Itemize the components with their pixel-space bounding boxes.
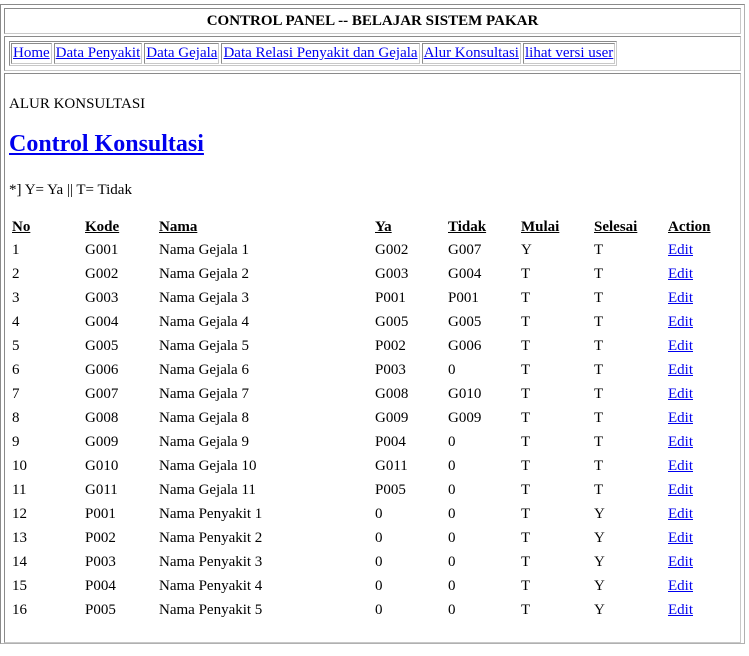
cell-no: 11 [12, 481, 27, 498]
nav-link-home[interactable]: Home [13, 45, 50, 61]
cell-action [664, 358, 728, 382]
table-row [8, 262, 728, 286]
cell-no: 2 [12, 265, 20, 282]
table-row [8, 526, 728, 550]
title-cell [4, 8, 741, 34]
cell-kode: P002 [85, 529, 116, 546]
table-row [8, 478, 728, 502]
cell-nama: Nama Penyakit 1 [159, 505, 263, 522]
cell-selesai: T [594, 481, 604, 498]
cell-action [664, 334, 728, 358]
cell-selesai: T [594, 313, 604, 330]
cell-no: 4 [12, 313, 20, 330]
cell-mulai: T [521, 457, 531, 474]
nav-link-alur-konsultasi[interactable]: Alur Konsultasi [423, 45, 519, 61]
edit-link[interactable]: Edit [668, 337, 693, 354]
cell-tidak: 0 [448, 505, 456, 522]
cell-tidak: G010 [448, 385, 482, 402]
column-header-mulai: Mulai [521, 218, 560, 235]
cell-action [664, 238, 728, 262]
cell-no: 13 [12, 529, 27, 546]
cell-nama: Nama Penyakit 2 [159, 529, 263, 546]
table-row [8, 574, 728, 598]
column-header-no: No [12, 218, 31, 235]
cell-action [664, 262, 728, 286]
cell-mulai: Y [521, 241, 532, 258]
control-konsultasi-link[interactable]: Control Konsultasi [9, 131, 204, 157]
cell-action [664, 478, 728, 502]
cell-kode: G010 [85, 457, 119, 474]
edit-link[interactable]: Edit [668, 481, 693, 498]
nav-item-versi-user [523, 43, 615, 64]
edit-link[interactable]: Edit [668, 361, 693, 378]
cell-ya: P002 [375, 337, 406, 354]
cell-ya: 0 [375, 577, 383, 594]
cell-kode: P003 [85, 553, 116, 570]
cell-nama: Nama Gejala 6 [159, 361, 249, 378]
cell-ya: G002 [375, 241, 409, 258]
nav-item-home [11, 43, 52, 64]
table-row [8, 502, 728, 526]
cell-kode: G003 [85, 289, 119, 306]
cell-nama: Nama Gejala 5 [159, 337, 249, 354]
cell-ya: G008 [375, 385, 409, 402]
cell-ya: P001 [375, 289, 406, 306]
cell-action [664, 526, 728, 550]
cell-tidak: 0 [448, 553, 456, 570]
cell-selesai: T [594, 433, 604, 450]
cell-kode: G001 [85, 241, 119, 258]
cell-no: 8 [12, 409, 20, 426]
cell-ya: G005 [375, 313, 409, 330]
konsultasi-table [8, 216, 728, 622]
cell-selesai: T [594, 457, 604, 474]
cell-tidak: P001 [448, 289, 479, 306]
cell-nama: Nama Penyakit 3 [159, 553, 263, 570]
cell-tidak: 0 [448, 361, 456, 378]
cell-kode: G006 [85, 361, 119, 378]
cell-selesai: T [594, 289, 604, 306]
edit-link[interactable]: Edit [668, 265, 693, 282]
cell-no: 3 [12, 289, 20, 306]
cell-mulai: T [521, 433, 531, 450]
cell-kode: G011 [85, 481, 118, 498]
cell-no: 5 [12, 337, 20, 354]
cell-mulai: T [521, 553, 531, 570]
cell-ya: P004 [375, 433, 406, 450]
table-row [8, 406, 728, 430]
table-body [8, 238, 728, 622]
cell-nama: Nama Gejala 10 [159, 457, 257, 474]
column-header-selesai: Selesai [594, 218, 638, 235]
cell-tidak: G006 [448, 337, 482, 354]
table-row [8, 286, 728, 310]
cell-action [664, 574, 728, 598]
page-frame [0, 4, 745, 644]
cell-no: 16 [12, 601, 27, 618]
cell-kode: P004 [85, 577, 116, 594]
edit-link[interactable]: Edit [668, 577, 693, 594]
nav-menu [9, 41, 617, 66]
cell-selesai: T [594, 241, 604, 258]
cell-ya: G009 [375, 409, 409, 426]
cell-action [664, 502, 728, 526]
cell-kode: P005 [85, 601, 116, 618]
page-title: CONTROL PANEL -- BELAJAR SISTEM PAKAR [206, 13, 539, 29]
table-row [8, 310, 728, 334]
cell-tidak: 0 [448, 457, 456, 474]
cell-selesai: T [594, 337, 604, 354]
cell-no: 1 [12, 241, 20, 258]
cell-mulai: T [521, 361, 531, 378]
cell-mulai: T [521, 577, 531, 594]
cell-kode: G009 [85, 433, 119, 450]
cell-kode: G005 [85, 337, 119, 354]
nav-link-versi-user[interactable]: lihat versi user [524, 45, 614, 61]
cell-mulai: T [521, 505, 531, 522]
section-label: ALUR KONSULTASI [9, 96, 146, 112]
edit-link[interactable]: Edit [668, 289, 693, 306]
cell-selesai: Y [594, 601, 605, 618]
cell-selesai: Y [594, 553, 605, 570]
edit-link[interactable]: Edit [668, 409, 693, 426]
cell-ya: 0 [375, 553, 383, 570]
edit-link[interactable]: Edit [668, 385, 693, 402]
column-header-ya: Ya [375, 218, 392, 235]
table-row [8, 334, 728, 358]
cell-selesai: T [594, 409, 604, 426]
nav-cell [4, 36, 741, 71]
edit-link[interactable]: Edit [668, 505, 693, 522]
cell-nama: Nama Gejala 4 [159, 313, 249, 330]
cell-tidak: 0 [448, 601, 456, 618]
cell-selesai: T [594, 265, 604, 282]
cell-kode: G002 [85, 265, 119, 282]
cell-action [664, 406, 728, 430]
cell-tidak: G009 [448, 409, 482, 426]
nav-item-alur-konsultasi [422, 43, 521, 64]
cell-mulai: T [521, 385, 531, 402]
cell-ya: 0 [375, 505, 383, 522]
cell-ya: P005 [375, 481, 406, 498]
nav-link-data-penyakit[interactable]: Data Penyakit [55, 45, 141, 61]
cell-ya: 0 [375, 529, 383, 546]
table-row [8, 358, 728, 382]
cell-mulai: T [521, 529, 531, 546]
cell-kode: P001 [85, 505, 116, 522]
table-row [8, 550, 728, 574]
cell-tidak: 0 [448, 529, 456, 546]
cell-nama: Nama Penyakit 4 [159, 577, 263, 594]
cell-ya: P003 [375, 361, 406, 378]
cell-nama: Nama Gejala 2 [159, 265, 249, 282]
edit-link[interactable]: Edit [668, 313, 693, 330]
edit-link[interactable]: Edit [668, 553, 693, 570]
cell-nama: Nama Gejala 8 [159, 409, 249, 426]
cell-nama: Nama Gejala 3 [159, 289, 249, 306]
table-row [8, 382, 728, 406]
cell-action [664, 430, 728, 454]
cell-selesai: Y [594, 505, 605, 522]
cell-no: 12 [12, 505, 27, 522]
cell-ya: G003 [375, 265, 409, 282]
cell-no: 15 [12, 577, 27, 594]
edit-link[interactable]: Edit [668, 529, 693, 546]
nav-link-data-relasi[interactable]: Data Relasi Penyakit dan Gejala [223, 45, 418, 61]
cell-tidak: G004 [448, 265, 482, 282]
table-row [8, 430, 728, 454]
cell-nama: Nama Gejala 9 [159, 433, 249, 450]
content-cell [4, 73, 741, 643]
cell-mulai: T [521, 337, 531, 354]
table-row [8, 598, 728, 622]
cell-selesai: T [594, 361, 604, 378]
cell-action [664, 598, 728, 622]
cell-tidak: G005 [448, 313, 482, 330]
cell-mulai: T [521, 481, 531, 498]
cell-mulai: T [521, 601, 531, 618]
cell-no: 6 [12, 361, 20, 378]
column-header-tidak: Tidak [448, 218, 487, 235]
cell-nama: Nama Penyakit 5 [159, 601, 263, 618]
cell-nama: Nama Gejala 7 [159, 385, 249, 402]
cell-nama: Nama Gejala 11 [159, 481, 256, 498]
cell-kode: G007 [85, 385, 119, 402]
cell-no: 10 [12, 457, 27, 474]
cell-selesai: T [594, 385, 604, 402]
edit-link[interactable]: Edit [668, 457, 693, 474]
column-header-action: Action [668, 218, 711, 235]
cell-no: 14 [12, 553, 27, 570]
cell-ya: G011 [375, 457, 408, 474]
cell-action [664, 454, 728, 478]
cell-tidak: 0 [448, 481, 456, 498]
nav-item-data-penyakit [54, 43, 143, 64]
cell-tidak: 0 [448, 577, 456, 594]
edit-link[interactable]: Edit [668, 601, 693, 618]
cell-action [664, 310, 728, 334]
cell-tidak: 0 [448, 433, 456, 450]
cell-no: 9 [12, 433, 20, 450]
column-header-nama: Nama [159, 218, 198, 235]
cell-action [664, 382, 728, 406]
nav-link-data-gejala[interactable]: Data Gejala [146, 45, 218, 61]
cell-mulai: T [521, 265, 531, 282]
cell-selesai: Y [594, 529, 605, 546]
nav-item-data-relasi [221, 43, 419, 64]
table-row [8, 454, 728, 478]
cell-action [664, 550, 728, 574]
cell-mulai: T [521, 289, 531, 306]
cell-ya: 0 [375, 601, 383, 618]
cell-selesai: Y [594, 577, 605, 594]
cell-kode: G004 [85, 313, 119, 330]
cell-kode: G008 [85, 409, 119, 426]
cell-mulai: T [521, 409, 531, 426]
cell-action [664, 286, 728, 310]
cell-no: 7 [12, 385, 20, 402]
cell-nama: Nama Gejala 1 [159, 241, 249, 258]
table-row [8, 238, 728, 262]
cell-tidak: G007 [448, 241, 482, 258]
legend-text: *] Y= Ya || T= Tidak [9, 182, 132, 198]
column-header-kode: Kode [85, 218, 120, 235]
edit-link[interactable]: Edit [668, 433, 693, 450]
edit-link[interactable]: Edit [668, 241, 693, 258]
table-header-row [8, 216, 728, 238]
nav-item-data-gejala [144, 43, 219, 64]
cell-mulai: T [521, 313, 531, 330]
